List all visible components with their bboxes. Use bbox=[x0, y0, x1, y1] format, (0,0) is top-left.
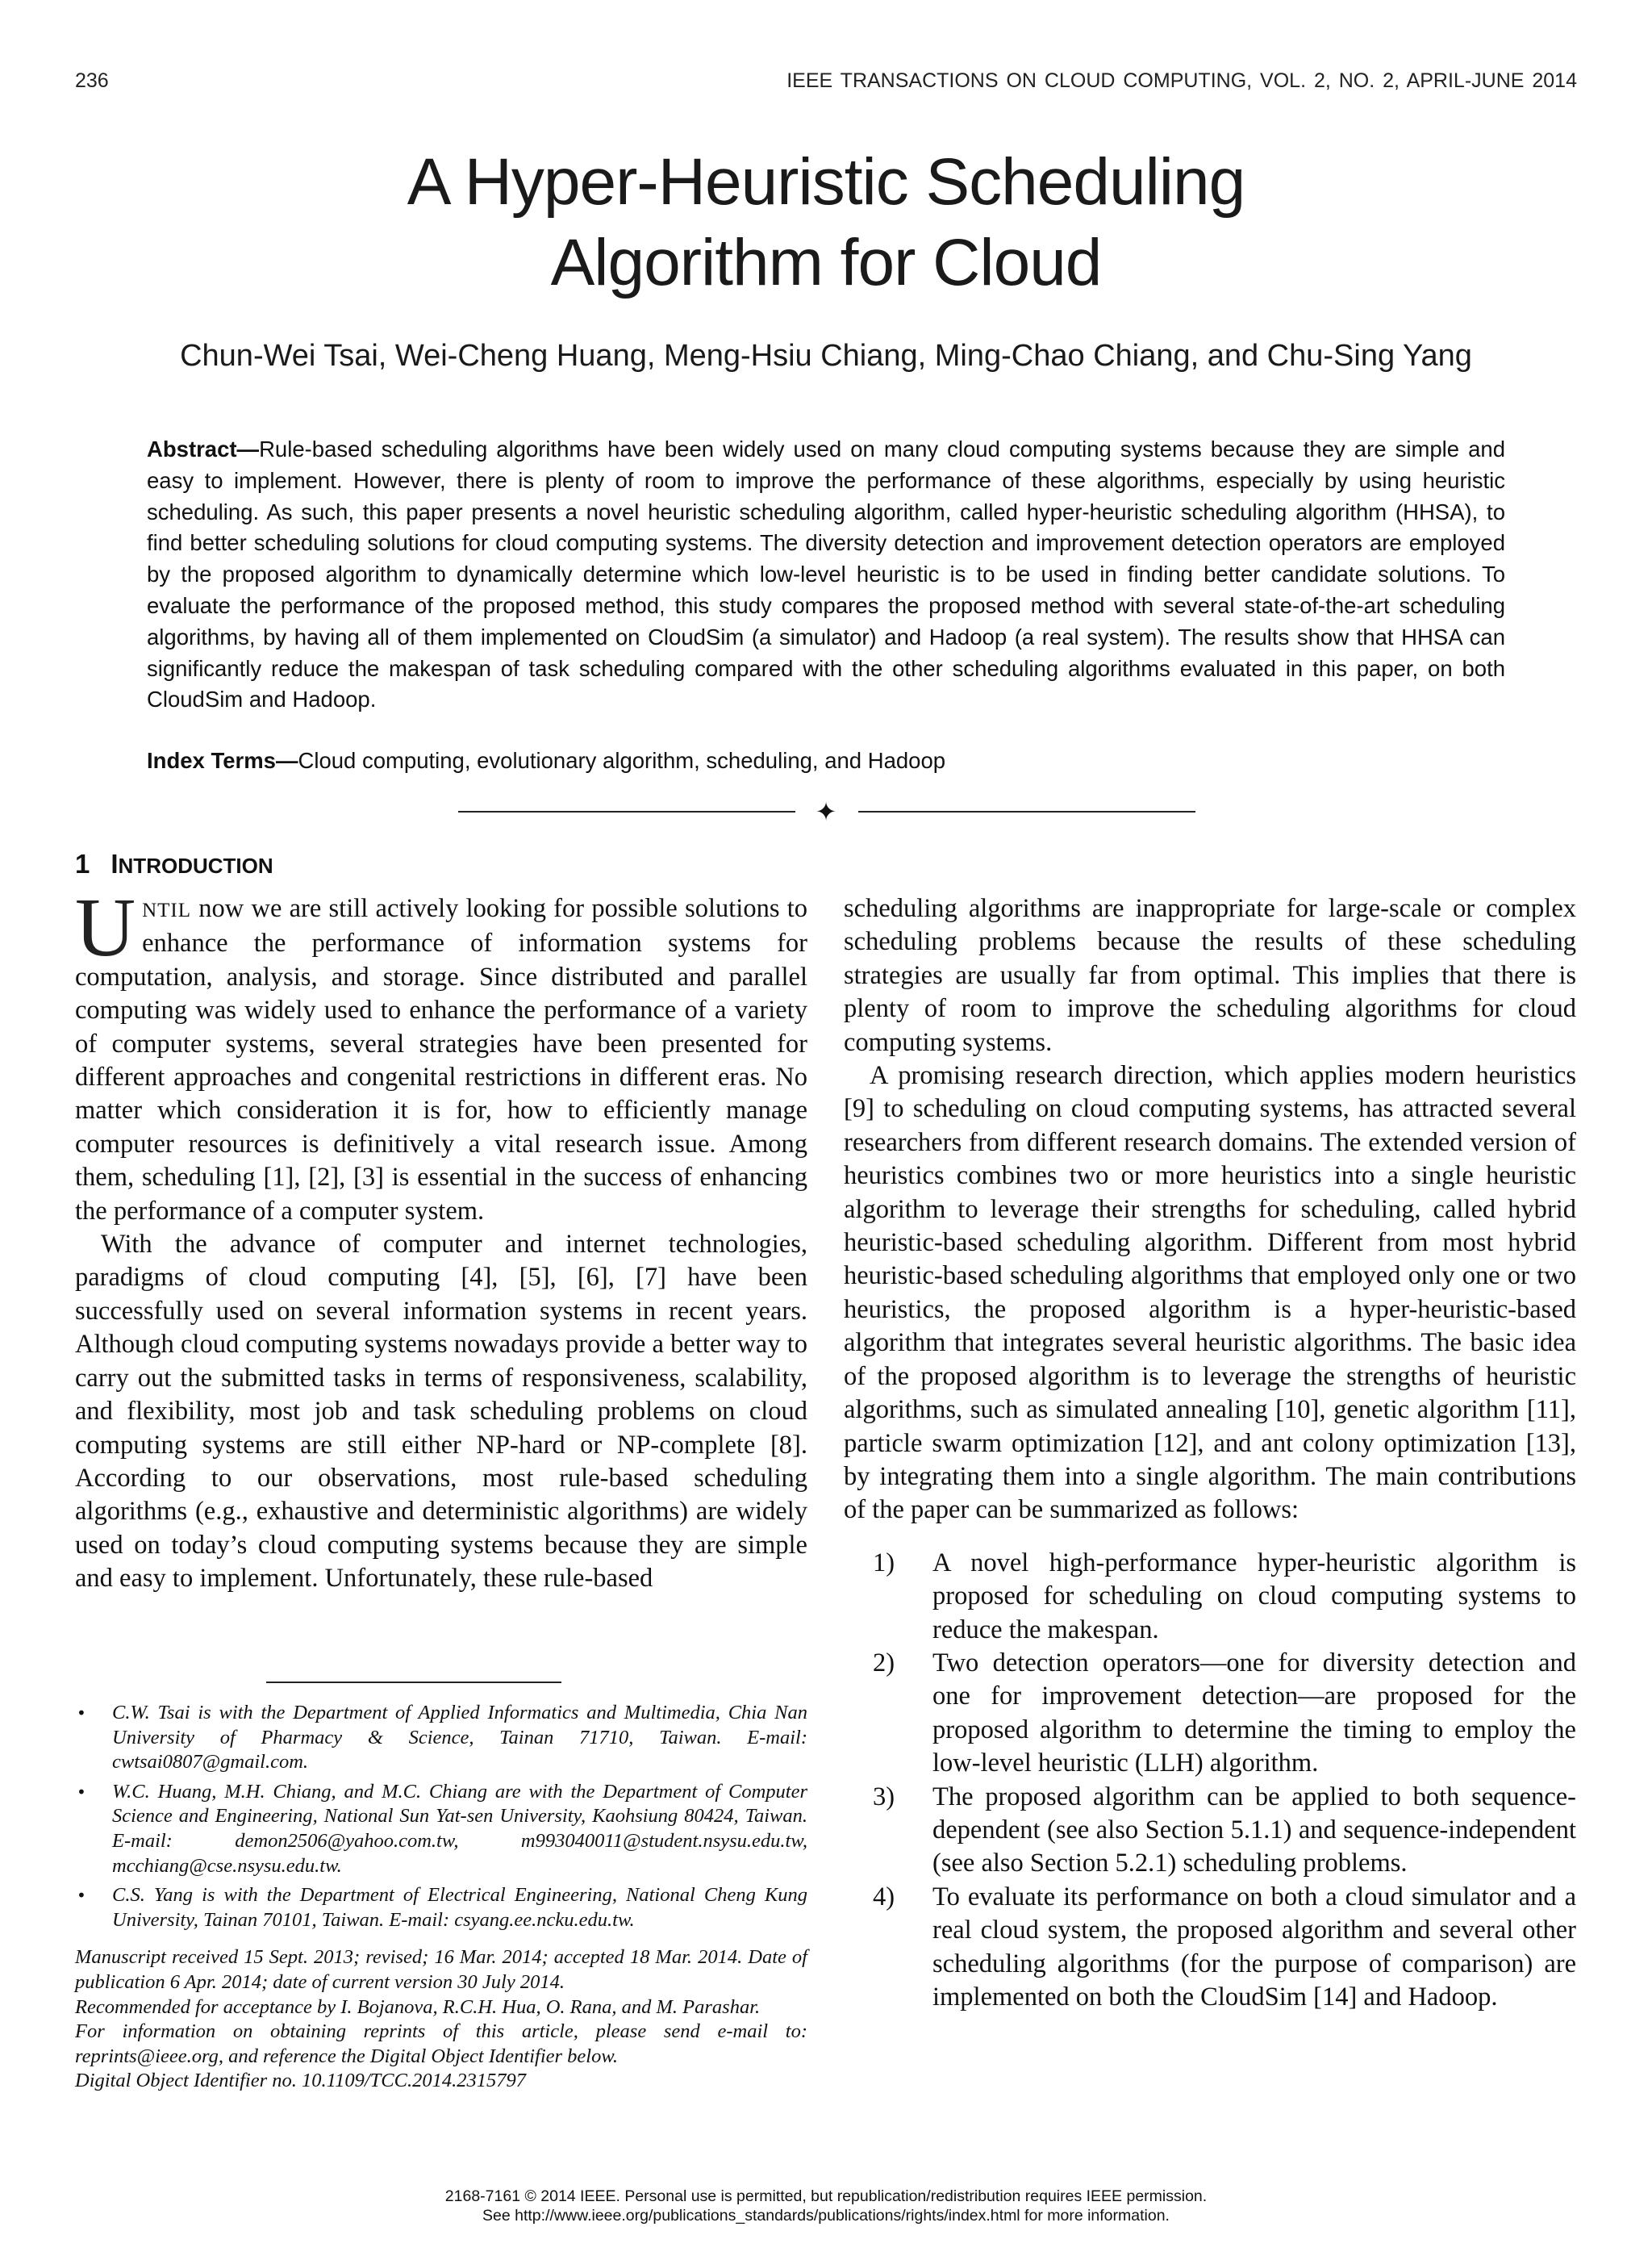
section-heading bbox=[75, 849, 273, 879]
doi: Digital Object Identifier no. 10.1109/TCC.2014.2315797 bbox=[75, 2070, 526, 2092]
list-item bbox=[844, 1647, 1576, 1781]
list-item-number: 4) bbox=[873, 1882, 895, 1911]
copyright-notice bbox=[0, 2187, 1652, 2225]
copyright-line-1: 2168-7161 © 2014 IEEE. Personal use is permitted, but republication/redistribution requires IEEE permission. bbox=[444, 2187, 1208, 2205]
title-line-2: Algorithm for Cloud bbox=[550, 226, 1102, 299]
copyright-line-2: See http://www.ieee.org/publications_standards/publications/rights/index.html for more information. bbox=[482, 2207, 1170, 2225]
separator-line-left bbox=[458, 811, 795, 813]
list-item-text: Two detection operators—one for diversity detection and one for improvement detection—are proposed for the proposed algorithm to determine the timing to employ the low-level heuristic (LLH) algorithm. bbox=[932, 1648, 1576, 1778]
affiliation-footnote bbox=[75, 1701, 807, 1775]
reprints-info: For information on obtaining reprints of this article, please send e-mail to: reprints@ieee.org, and reference the Digital Object Identifier below. bbox=[75, 2020, 807, 2067]
abstract bbox=[147, 434, 1505, 716]
section-title-rest: NTRODUCTION bbox=[118, 854, 273, 878]
footnotes bbox=[75, 1701, 807, 2094]
intro-paragraph-3: scheduling algorithms are inappropriate for large-scale or complex scheduling problems because the results of these scheduling strategies are usually far from optimal. This implies that there is plenty of room to improve the scheduling algorithms for cloud computing systems. bbox=[844, 894, 1576, 1057]
list-item-number: 2) bbox=[873, 1648, 895, 1677]
list-item-number: 1) bbox=[873, 1548, 895, 1577]
list-item bbox=[844, 1547, 1576, 1647]
index-terms-text: Cloud computing, evolutionary algorithm, scheduling, and Hadoop bbox=[298, 748, 946, 773]
intro-paragraph-4: A promising research direction, which applies modern heuristics [9] to scheduling on cloud computing systems, has attracted several researchers from different research domains. The extended version of heuristics combines two or more heuristics into a single heuristic algorithm to leverage their strengths for scheduling, called hybrid heuristic-based scheduling algorithm. Different from most hybrid heuristic-based scheduling algorithms that employed only one or two heuristics, the proposed algorithm is a hyper-heuristic-based algorithm that integrates several heuristic algorithms. The basic idea of the proposed algorithm is to leverage the strengths of heuristic algorithms, such as simulated annealing [10], genetic algorithm [11], particle swarm optimization [12], and ant colony optimization [13], by integrating them into a single algorithm. The main contributions of the paper can be summarized as follows: bbox=[844, 1061, 1576, 1525]
affiliation-footnote bbox=[75, 1780, 807, 1878]
list-item-text: The proposed algorithm can be applied to both sequence-dependent (see also Section 5.1.1) and sequence-independent (see also Section 5.2.1) scheduling problems. bbox=[932, 1782, 1576, 1878]
intro-paragraph-1 bbox=[75, 881, 807, 1228]
running-head bbox=[75, 69, 1577, 102]
paper-title bbox=[0, 142, 1652, 303]
list-item-number: 3) bbox=[873, 1782, 895, 1811]
author-list: Chun-Wei Tsai, Wei-Cheng Huang, Meng-Hsiu Chiang, Ming-Chao Chiang, and Chu-Sing Yang bbox=[180, 339, 1472, 373]
index-terms bbox=[147, 746, 1505, 776]
bullet-icon: • bbox=[77, 1703, 86, 1723]
affiliation-text: C.S. Yang is with the Department of Electrical Engineering, National Cheng Kung University, Tainan 70101, Taiwan. E-mail: csyang.ee.ncku.edu.tw. bbox=[112, 1884, 807, 1931]
affiliation-footnote bbox=[75, 1883, 807, 1932]
bullet-icon: • bbox=[77, 1886, 86, 1906]
bullet-icon: • bbox=[77, 1782, 86, 1802]
journal-info: IEEE TRANSACTIONS ON CLOUD COMPUTING, VOL. 2, NO. 2, APRIL-JUNE 2014 bbox=[786, 69, 1577, 92]
list-item bbox=[844, 1781, 1576, 1881]
footnote-rule bbox=[266, 1682, 561, 1683]
separator-line-right bbox=[858, 811, 1195, 813]
manuscript-info bbox=[75, 1945, 807, 2094]
title-line-1: A Hyper-Heuristic Scheduling bbox=[407, 145, 1245, 219]
intro-paragraph-2: With the advance of computer and internet technologies, paradigms of cloud computing [4], [5], [6], [7] have been successfully used on several information systems in recent years. Although cloud computing systems nowadays provide a better way to carry out the submitted tasks in terms of responsiveness, scalability, and flexibility, most job and task scheduling problems on cloud computing systems are still either NP-hard or NP-complete [8]. According to our observations, most rule-based scheduling algorithms (e.g., exhaustive and deterministic algorithms) are widely used on today’s cloud computing systems because they are simple and easy to implement. Unfortunately, these rule-based bbox=[75, 1230, 807, 1594]
drop-cap: U bbox=[75, 881, 136, 974]
separator-star-icon: ✦ bbox=[815, 796, 837, 827]
section-title-initial: I bbox=[111, 849, 119, 879]
intro-paragraph-1-text: now we are still actively looking for possible solutions to enhance the performance of information systems for computation, analysis, and storage. Since distributed and parallel computing was widely used to enhance the performance of a variety of computer systems, several strategies have been presented for different approaches and congenital restrictions in different eras. No matter which consideration it is for, how to efficiently manage computer resources is definitively a vital research issue. Among them, scheduling [1], [2], [3] is essential in the success of enhancing the performance of a computer system. bbox=[75, 894, 807, 1226]
right-column bbox=[844, 892, 1576, 2014]
affiliation-text: W.C. Huang, M.H. Chiang, and M.C. Chiang are with the Department of Computer Science and Engineering, National Sun Yat-sen University, Kaohsiung 80424, Taiwan. E-mail: demon2506@yahoo.com.tw, m993040011@student.nsysu.edu.tw, mcchiang@cse.nsysu.edu.tw. bbox=[112, 1780, 807, 1877]
index-terms-label: Index Terms— bbox=[147, 748, 298, 773]
abstract-text: Rule-based scheduling algorithms have been widely used on many cloud computing systems because they are simple and easy to implement. However, there is plenty of room to improve the performance of these algorithms, especially by using heuristic scheduling. As such, this paper presents a novel heuristic scheduling algorithm, called hyper-heuristic scheduling algorithm (HHSA), to find better scheduling solutions for cloud computing systems. The diversity detection and improvement detection operators are employed by the proposed algorithm to dynamically determine which low-level heuristic is to be used in finding better candidate solutions. To evaluate the performance of the proposed method, this study compares the proposed method with several state-of-the-art scheduling algorithms, by having all of them implemented on CloudSim (a simulator) and Hadoop (a real system). The results show that HHSA can significantly reduce the makespan of task scheduling compared with the other scheduling algorithms evaluated in this paper, on both CloudSim and Hadoop. bbox=[147, 437, 1505, 712]
section-separator bbox=[0, 797, 1652, 826]
abstract-label: Abstract— bbox=[147, 437, 260, 462]
affiliation-text: C.W. Tsai is with the Department of Applied Informatics and Multimedia, Chia Nan University of Pharmacy & Science, Tainan 71710, Taiwan. E-mail: cwtsai0807@gmail.com. bbox=[112, 1702, 807, 1773]
first-word-smallcaps: NTIL bbox=[142, 900, 192, 921]
manuscript-dates: Manuscript received 15 Sept. 2013; revised; 16 Mar. 2014; accepted 18 Mar. 2014. Date of publication 6 Apr. 2014; date of current version 30 July 2014. bbox=[75, 1946, 807, 1993]
list-item bbox=[844, 1881, 1576, 2015]
list-item-text: To evaluate its performance on both a cloud simulator and a real cloud system, the proposed algorithm and several other scheduling algorithms (for the purpose of comparison) are implemented on both the CloudSim [14] and Hadoop. bbox=[932, 1882, 1576, 2012]
list-item-text: A novel high-performance hyper-heuristic algorithm is proposed for scheduling on cloud computing systems to reduce the makespan. bbox=[932, 1548, 1576, 1644]
section-number: 1 bbox=[75, 849, 90, 879]
left-column bbox=[75, 881, 807, 1596]
contributions-list bbox=[844, 1547, 1576, 2015]
recommended-by: Recommended for acceptance by I. Bojanova, R.C.H. Hua, O. Rana, and M. Parashar. bbox=[75, 1995, 761, 2018]
page-number: 236 bbox=[75, 69, 109, 92]
